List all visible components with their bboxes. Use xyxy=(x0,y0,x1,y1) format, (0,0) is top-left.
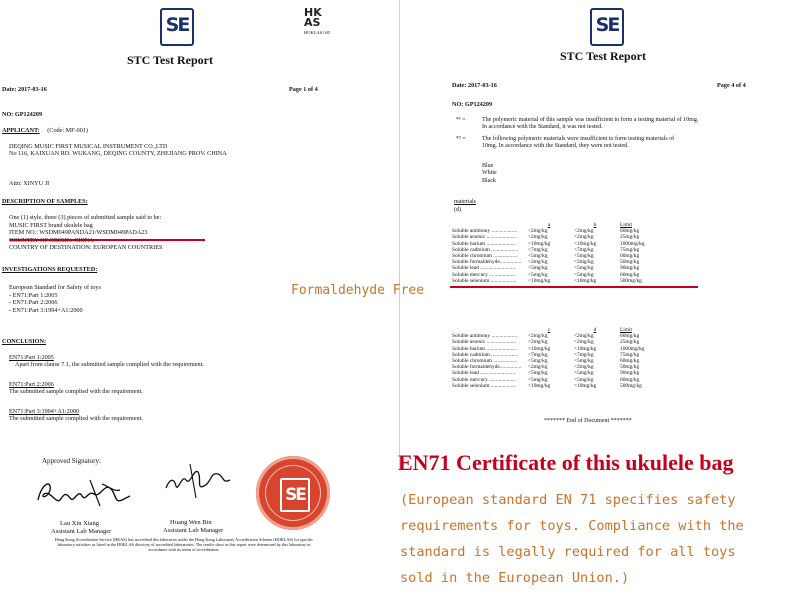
conclusion-2 xyxy=(9,381,143,396)
conclusion-heading: CONCLUSION: xyxy=(2,338,47,345)
cell: <7mg/kg xyxy=(574,351,594,358)
cell: <2mg/kg xyxy=(528,259,548,266)
cell: 60mg/kg xyxy=(620,358,640,365)
cell: 60mg/kg xyxy=(620,228,640,235)
signatory-2-name: Huang Wen Bin xyxy=(170,519,212,526)
note-line: The polymeric material of this sample was insufficient to form a testing material of 10mg. xyxy=(482,117,699,123)
applicant-address xyxy=(9,143,227,158)
cell: <2mg/kg xyxy=(528,333,548,340)
cell: <2mg/kg xyxy=(574,259,594,266)
cell: 90mg/kg xyxy=(620,265,640,272)
cell: <10mg/kg xyxy=(574,240,597,247)
cell: 500mg/kg xyxy=(620,277,642,284)
conclusion-part: EN71:Part 1:2005 xyxy=(9,354,54,361)
cell: Soluble chromium .................. xyxy=(452,253,518,260)
cell: <10mg/kg xyxy=(528,345,551,352)
investigations-list xyxy=(9,284,101,314)
cell: Soluble formaldehyde................ xyxy=(452,259,522,266)
cell: <5mg/kg xyxy=(574,370,594,377)
cell: <10mg/kg xyxy=(574,277,597,284)
cell: <5mg/kg xyxy=(574,253,594,260)
color-item: Black xyxy=(482,177,496,184)
item-number: ITEM NO.: WSDM049PANDA21/WSDM049PADA23 xyxy=(9,229,148,237)
results-table-cd xyxy=(450,327,662,389)
item-underline-mark xyxy=(10,239,205,241)
description-line: (European standard EN 71 specifies safety xyxy=(400,492,736,508)
cell: <2mg/kg xyxy=(574,333,594,340)
cell: <7mg/kg xyxy=(574,246,594,253)
conclusion-text: The submitted sample complied with the requirement. xyxy=(9,415,143,423)
cell: 60mg/kg xyxy=(620,333,640,340)
cell: <5mg/kg xyxy=(528,370,548,377)
report-date: Date: 2017-03-16 xyxy=(2,86,47,93)
cell: 60mg/kg xyxy=(620,271,640,278)
cell: Soluble lead .......................... xyxy=(452,265,516,272)
cell: <5mg/kg xyxy=(528,358,548,365)
cell: <5mg/kg xyxy=(528,376,548,383)
note-line: The following polymeric materials were insufficient to form testing materials of xyxy=(482,136,675,142)
page-number: Page 4 of 4 xyxy=(717,82,746,89)
cell: <5mg/kg xyxy=(574,358,594,365)
investigations-heading: INVESTIGATIONS REQUESTED: xyxy=(2,266,98,273)
cell: <10mg/kg xyxy=(528,240,551,247)
header-cell: Limit xyxy=(620,222,632,228)
report-date: Date: 2017-03-16 xyxy=(452,82,497,89)
cell: <5mg/kg xyxy=(528,271,548,278)
note-1 xyxy=(456,117,698,132)
seal-logo: SE xyxy=(280,478,310,512)
header-cell: d xyxy=(593,327,597,333)
cell: 1000mg/kg xyxy=(620,240,645,247)
cell: <10mg/kg xyxy=(528,382,551,389)
footer-line: laboratory activities as listed in the HOKLAS directory of accredited laboratories. The results show in this report were determined by this laboratory in xyxy=(57,542,311,548)
conclusion-3 xyxy=(9,408,143,423)
cell: <7mg/kg xyxy=(528,351,548,358)
note-mark: *² = xyxy=(456,136,466,142)
investigation-line: - EN71:Part 3:1994+A1:2000 xyxy=(9,306,83,314)
cell: Soluble antimony ................... xyxy=(452,333,518,340)
cell: <10mg/kg xyxy=(574,382,597,389)
cell: Soluble mercury .................... xyxy=(452,271,517,278)
cell: <10mg/kg xyxy=(574,345,597,352)
cell: <10mg/kg xyxy=(528,277,551,284)
signatory-1-title: Assistant Lab Manager xyxy=(51,528,112,535)
cell: 90mg/kg xyxy=(620,370,640,377)
stc-logo-icon: SE xyxy=(590,8,624,46)
cell: <5mg/kg xyxy=(528,265,548,272)
investigation-line: European Standard for Safety of toys xyxy=(9,284,101,291)
cell: 25mg/kg xyxy=(620,339,640,346)
cell: Soluble arsenic ...................... xyxy=(452,339,517,346)
sample-line: COUNTRY OF DESTINATION: EUROPEAN COUNTRIES xyxy=(9,244,163,252)
address-line: DEQING MUSIC FIRST MUSICAL INSTRUMENT CO.,LTD xyxy=(9,143,168,150)
cell: <2mg/kg xyxy=(574,228,594,235)
signatory-2-title: Assistant Lab Manager xyxy=(163,527,224,534)
signature-1-icon xyxy=(30,470,140,515)
cell: Soluble selenium ................... xyxy=(452,382,517,389)
color-item: White xyxy=(482,170,497,177)
applicant-code: (Code: MF-001) xyxy=(47,127,88,134)
cell: 50mg/kg xyxy=(620,364,640,371)
cell: <5mg/kg xyxy=(528,253,548,260)
cell: <2mg/kg xyxy=(574,339,594,346)
cell: 500mg/kg xyxy=(620,382,642,389)
cell: Soluble formaldehyde................ xyxy=(452,364,522,371)
cell: Soluble barium ...................... xyxy=(452,345,517,352)
cell: <7mg/kg xyxy=(528,246,548,253)
cell: 60mg/kg xyxy=(620,376,640,383)
cell: <2mg/kg xyxy=(574,364,594,371)
conclusion-text: Apart from clause 7.1, the submitted sample complied with the requirement. xyxy=(15,361,204,369)
cell: Soluble antimony ................... xyxy=(452,228,518,235)
stc-logo-icon: SE xyxy=(160,8,194,46)
accreditation-footer xyxy=(14,537,354,553)
attention: Attn: XINYU JI xyxy=(9,180,50,187)
table-row xyxy=(450,383,662,389)
company-seal-icon xyxy=(256,456,330,530)
cell: <2mg/kg xyxy=(574,234,594,241)
end-of-document: ******* End of Document ******* xyxy=(544,418,632,424)
description-line: sold in the European Union.) xyxy=(400,570,630,586)
table-row xyxy=(450,278,662,284)
conclusion-part: EN71:Part 2:2006 xyxy=(9,381,54,388)
samples-description xyxy=(9,214,162,252)
sample-line: One (1) style, three (3) pieces of submitted sample said to be: xyxy=(9,214,162,221)
color-item: Blue xyxy=(482,163,494,169)
cell: Soluble selenium ................... xyxy=(452,277,517,284)
report-title: STC Test Report xyxy=(126,53,213,67)
cell: Soluble cadmium .................... xyxy=(452,246,519,253)
approved-signatory-label: Approved Signatory: xyxy=(42,457,101,465)
cell: Soluble lead .......................... xyxy=(452,370,516,377)
cell: <2mg/kg xyxy=(528,364,548,371)
cell: <2mg/kg xyxy=(528,228,548,235)
note-line: In accordance with the Standard, it was not tested. xyxy=(482,124,603,131)
applicant-heading: APPLICANT: xyxy=(2,127,40,134)
investigation-line: - EN71:Part 2:2006 xyxy=(9,299,58,307)
cell: Soluble barium ...................... xyxy=(452,240,517,247)
conclusion-part: EN71:Part 3:1994+A1:2000 xyxy=(9,408,80,415)
note-2 xyxy=(456,136,674,151)
cell: 1000mg/kg xyxy=(620,345,645,352)
cell: Soluble chromium .................. xyxy=(452,358,518,365)
investigation-line: - EN71:Part 1:2005 xyxy=(9,291,58,299)
report-title: STC Test Report xyxy=(559,49,646,63)
cell: 75mg/kg xyxy=(620,351,640,358)
report-number: NO: GP124209 xyxy=(2,111,43,118)
cell: 25mg/kg xyxy=(620,234,640,241)
header-cell: b xyxy=(593,222,597,228)
description-line: requirements for toys. Compliance with the xyxy=(400,518,744,534)
cell: 75mg/kg xyxy=(620,246,640,253)
hkias-logo-icon: HK AS HOKLAS 045 xyxy=(304,6,331,35)
footer-line: Hong Kong Accreditation Service (HKAS) has accredited this laboratory under the Hong Kong Laboratory Accreditation Scheme (HOKLAS) for specific xyxy=(54,537,314,542)
formaldehyde-free-label: Formaldehyde Free xyxy=(291,283,425,298)
samples-heading: DESCRIPTION OF SAMPLES: xyxy=(2,198,88,205)
cell: <2mg/kg xyxy=(528,234,548,241)
cell: Soluble cadmium .................... xyxy=(452,351,519,358)
cell: 50mg/kg xyxy=(620,259,640,266)
certificate-title: EN71 Certificate of this ukulele bag xyxy=(398,450,734,475)
note-mark: *¹ = xyxy=(456,117,466,123)
material-colors xyxy=(482,163,497,185)
materials-sub: (d) xyxy=(454,207,461,213)
materials-label: materials xyxy=(454,199,476,205)
results-table-ab xyxy=(450,222,662,284)
cell: 60mg/kg xyxy=(620,253,640,260)
note-line: 10mg. In accordance with the Standard, they were not tested. xyxy=(482,143,629,150)
page-number: Page 1 of 4 xyxy=(289,86,318,93)
cell: Soluble arsenic ...................... xyxy=(452,234,517,241)
header-cell: Limit xyxy=(620,327,632,333)
cell: <5mg/kg xyxy=(574,271,594,278)
cell: Soluble mercury .................... xyxy=(452,376,517,383)
header-cell: c xyxy=(547,327,551,333)
applicant-line xyxy=(2,127,88,134)
signature-2-icon xyxy=(160,458,240,508)
report-number: NO: GP124209 xyxy=(452,101,493,108)
header-cell: a xyxy=(547,222,551,228)
cell: <5mg/kg xyxy=(574,376,594,383)
footer-line: accordance with its terms of accreditation. xyxy=(148,547,220,553)
description-line: standard is legally required for all toys xyxy=(400,544,736,560)
conclusion-text: The submitted sample complied with the requirement. xyxy=(9,388,143,396)
cell: <5mg/kg xyxy=(574,265,594,272)
sample-line: MUSIC FIRST brand ukulele bag xyxy=(9,221,93,229)
address-line: No 116, KAIXUAN RD. WUKANG, DEQING COUNTY, ZHEJIANG PROV. CHINA xyxy=(9,150,227,158)
signatory-1-name: Lau Xin Xiang xyxy=(60,520,99,527)
formaldehyde-underline-mark xyxy=(450,286,698,288)
certificate-description xyxy=(400,487,744,591)
cell: <2mg/kg xyxy=(528,339,548,346)
conclusion-1 xyxy=(9,354,204,369)
